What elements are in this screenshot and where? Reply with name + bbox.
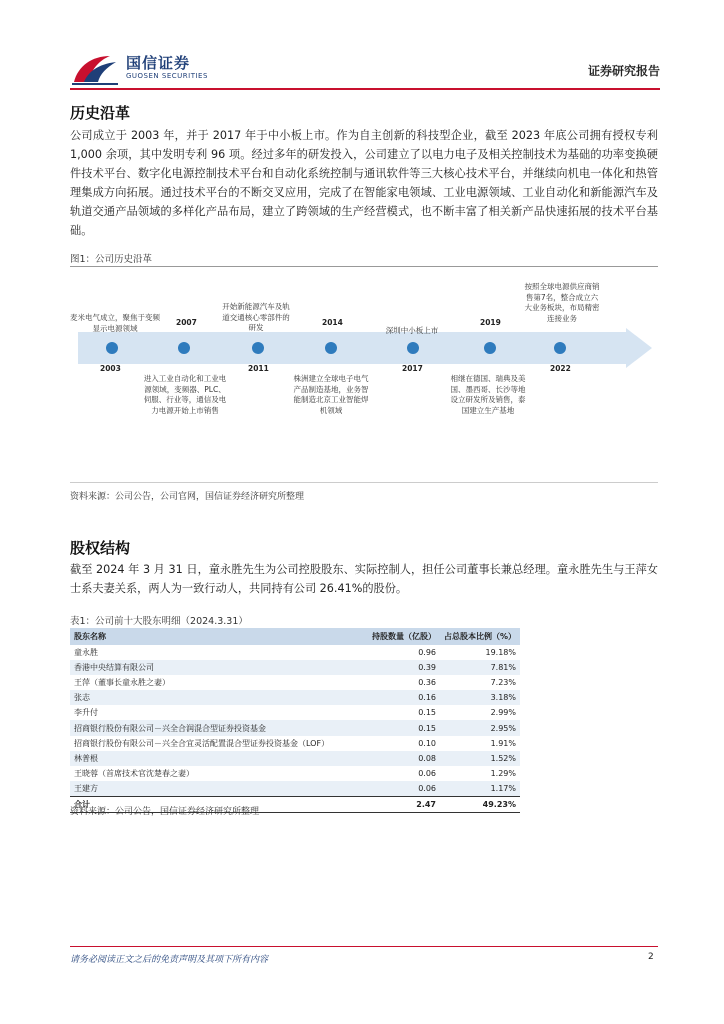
timeline-year-2011: 2011 — [248, 364, 269, 373]
timeline-event-2022: 按照全球电源供应商销售第7名，整合成立六大业务板块，布局精密连接业务 — [524, 282, 600, 323]
shareholders-table-wrap — [70, 628, 520, 813]
equity-paragraph: 截至 2024 年 3 月 31 日，童永胜先生为公司控股股东、实际控制人，担任公司董事长兼总经理。童永胜先生与王萍女士系夫妻关系，两人为一致行动人，共同持有公司 26.41%的股份。 — [70, 563, 658, 595]
shareholders-table — [70, 628, 520, 813]
timeline-year-2014: 2014 — [322, 318, 343, 327]
timeline-year-2003: 2003 — [100, 364, 121, 373]
ratio-value: 7.81% — [490, 663, 516, 673]
history-paragraph: 公司成立于 2003 年，并于 2017 年于中小板上市。作为自主创新的科技型企业，截至 2023 年底公司拥有授权专利 1,000 余项，其中发明专利 96 项。经过多年的研发投入，公司建立了以电力电子及相关控制技术为基础的功率变换硬件技术平台、数字化电源控制技术平台和自动化系统控制与通讯软件等三大核心技术平台，并继续向机电一体化和热管理集成方向拓展。通过技术平台的不断交叉应用，完成了在智能家电领域、工业电源领域、工业自动化和新能源汽车及轨道交通产品领域的多样化产品布局，建立了跨领域的生产经营模式，也不断丰富了相关新产品快速拓展的技术平台基础。 — [70, 129, 658, 237]
ratio-value: 2.99% — [490, 708, 516, 718]
timeline-dot-2019 — [484, 342, 496, 354]
total-ratio: 49.23% — [440, 796, 520, 812]
shareholder-name: 招商银行股份有限公司－兴全合宜灵活配置混合型证券投资基金（LOF） — [74, 738, 330, 748]
shares-value: 0.16 — [418, 693, 436, 703]
ratio-value: 1.29% — [490, 768, 516, 778]
table-caption: 表1：公司前十大股东明细（2024.3.31） — [70, 616, 248, 627]
col-header-shares: 持股数量（亿股） — [372, 632, 436, 641]
figure-top-rule — [70, 266, 658, 267]
timeline-event-2003: 麦米电气成立，聚焦于变频显示电源领域 — [70, 313, 160, 333]
shareholder-name: 招商银行股份有限公司－兴全合润混合型证券投资基金 — [74, 723, 266, 733]
equity-section-title: 股权结构 — [70, 539, 131, 557]
logo-english-name: GUOSEN SECURITIES — [126, 72, 208, 80]
shareholder-name: 李升付 — [74, 708, 98, 718]
figure-caption: 图1：公司历史沿革 — [70, 254, 153, 265]
table-row — [70, 690, 520, 705]
figure-source: 资料来源：公司公告，公司官网，国信证券经济研究所整理 — [70, 492, 305, 502]
shares-value: 0.36 — [418, 678, 436, 688]
shareholder-name: 童永胜 — [74, 648, 98, 658]
page-number: 2 — [648, 952, 654, 962]
table-row — [70, 781, 520, 797]
table-row — [70, 736, 520, 751]
col-header-ratio: 占总股本比例（%） — [444, 632, 517, 641]
shares-value: 0.15 — [418, 723, 436, 733]
header-divider — [70, 88, 660, 90]
timeline-event-2007: 进入工业自动化和工业电源领域，变频器、PLC、伺服、行业等，通信及电力电源开始上市销售 — [143, 374, 227, 415]
guosen-logo-icon — [70, 52, 120, 86]
timeline-event-2014: 株洲建立全球电子电气产品制造基地，业务智能制造北京工业智能焊机领域 — [293, 374, 369, 415]
shares-value: 0.15 — [418, 708, 436, 718]
ratio-value: 2.95% — [490, 723, 516, 733]
table-row — [70, 766, 520, 781]
timeline-event-2017: 深圳中小板上市 — [385, 326, 439, 335]
timeline-event-2019: 相继在德国、瑞典及美国、墨西哥、长沙等地设立研发所及销售，泰国建立生产基地 — [450, 374, 526, 415]
timeline-year-2019: 2019 — [480, 318, 501, 327]
shares-value: 0.10 — [418, 738, 436, 748]
shareholder-name: 张志 — [74, 693, 90, 703]
table-row — [70, 660, 520, 675]
shareholder-name: 王晓蓉（首席技术官沈楚春之妻） — [74, 768, 194, 778]
ratio-value: 19.18% — [485, 648, 516, 658]
timeline-dot-2003 — [106, 342, 118, 354]
footer-divider — [70, 946, 658, 947]
timeline-year-2022: 2022 — [550, 364, 571, 373]
timeline-dot-2014 — [325, 342, 337, 354]
shares-value: 0.06 — [418, 783, 436, 793]
timeline-dot-2007 — [178, 342, 190, 354]
logo-chinese-name: 国信证券 — [126, 54, 191, 72]
timeline-dot-2011 — [252, 342, 264, 354]
shareholder-name: 林普根 — [74, 753, 98, 763]
history-timeline — [70, 272, 658, 482]
history-section-title: 历史沿革 — [70, 104, 131, 122]
page-header — [70, 48, 660, 88]
table-row — [70, 675, 520, 690]
footer-disclaimer: 请务必阅读正文之后的免责声明及其项下所有内容 — [70, 955, 269, 965]
total-label: 合计 — [70, 796, 360, 812]
ratio-value: 3.18% — [490, 693, 516, 703]
shares-value: 0.39 — [418, 663, 436, 673]
col-header-name: 股东名称 — [74, 632, 106, 641]
total-shares: 2.47 — [360, 796, 440, 812]
shares-value: 0.96 — [418, 648, 436, 658]
guosen-logo — [70, 48, 220, 88]
shares-value: 0.08 — [418, 753, 436, 763]
ratio-value: 1.91% — [490, 738, 516, 748]
timeline-dot-2017 — [407, 342, 419, 354]
table-row — [70, 751, 520, 766]
ratio-value: 7.23% — [490, 678, 516, 688]
ratio-value: 1.52% — [490, 753, 516, 763]
report-type-label: 证券研究报告 — [587, 64, 660, 78]
shareholder-name: 香港中央结算有限公司 — [74, 663, 154, 673]
shares-value: 0.06 — [418, 768, 436, 778]
timeline-event-2011: 开始新能源汽车及轨道交通核心零部件的研发 — [222, 302, 290, 332]
table-header-row — [70, 628, 520, 645]
shareholder-name: 王建方 — [74, 783, 98, 793]
timeline-year-2007: 2007 — [176, 318, 197, 327]
table-row — [70, 720, 520, 735]
table-row — [70, 645, 520, 660]
shareholder-name: 王萍（董事长童永胜之妻） — [74, 678, 170, 688]
timeline-dot-2022 — [554, 342, 566, 354]
table-source: 资料来源：公司公告，国信证券经济研究所整理 — [70, 807, 260, 817]
ratio-value: 1.17% — [490, 783, 516, 793]
table-row — [70, 705, 520, 720]
timeline-year-2017: 2017 — [402, 364, 423, 373]
figure-bottom-rule — [70, 482, 658, 483]
